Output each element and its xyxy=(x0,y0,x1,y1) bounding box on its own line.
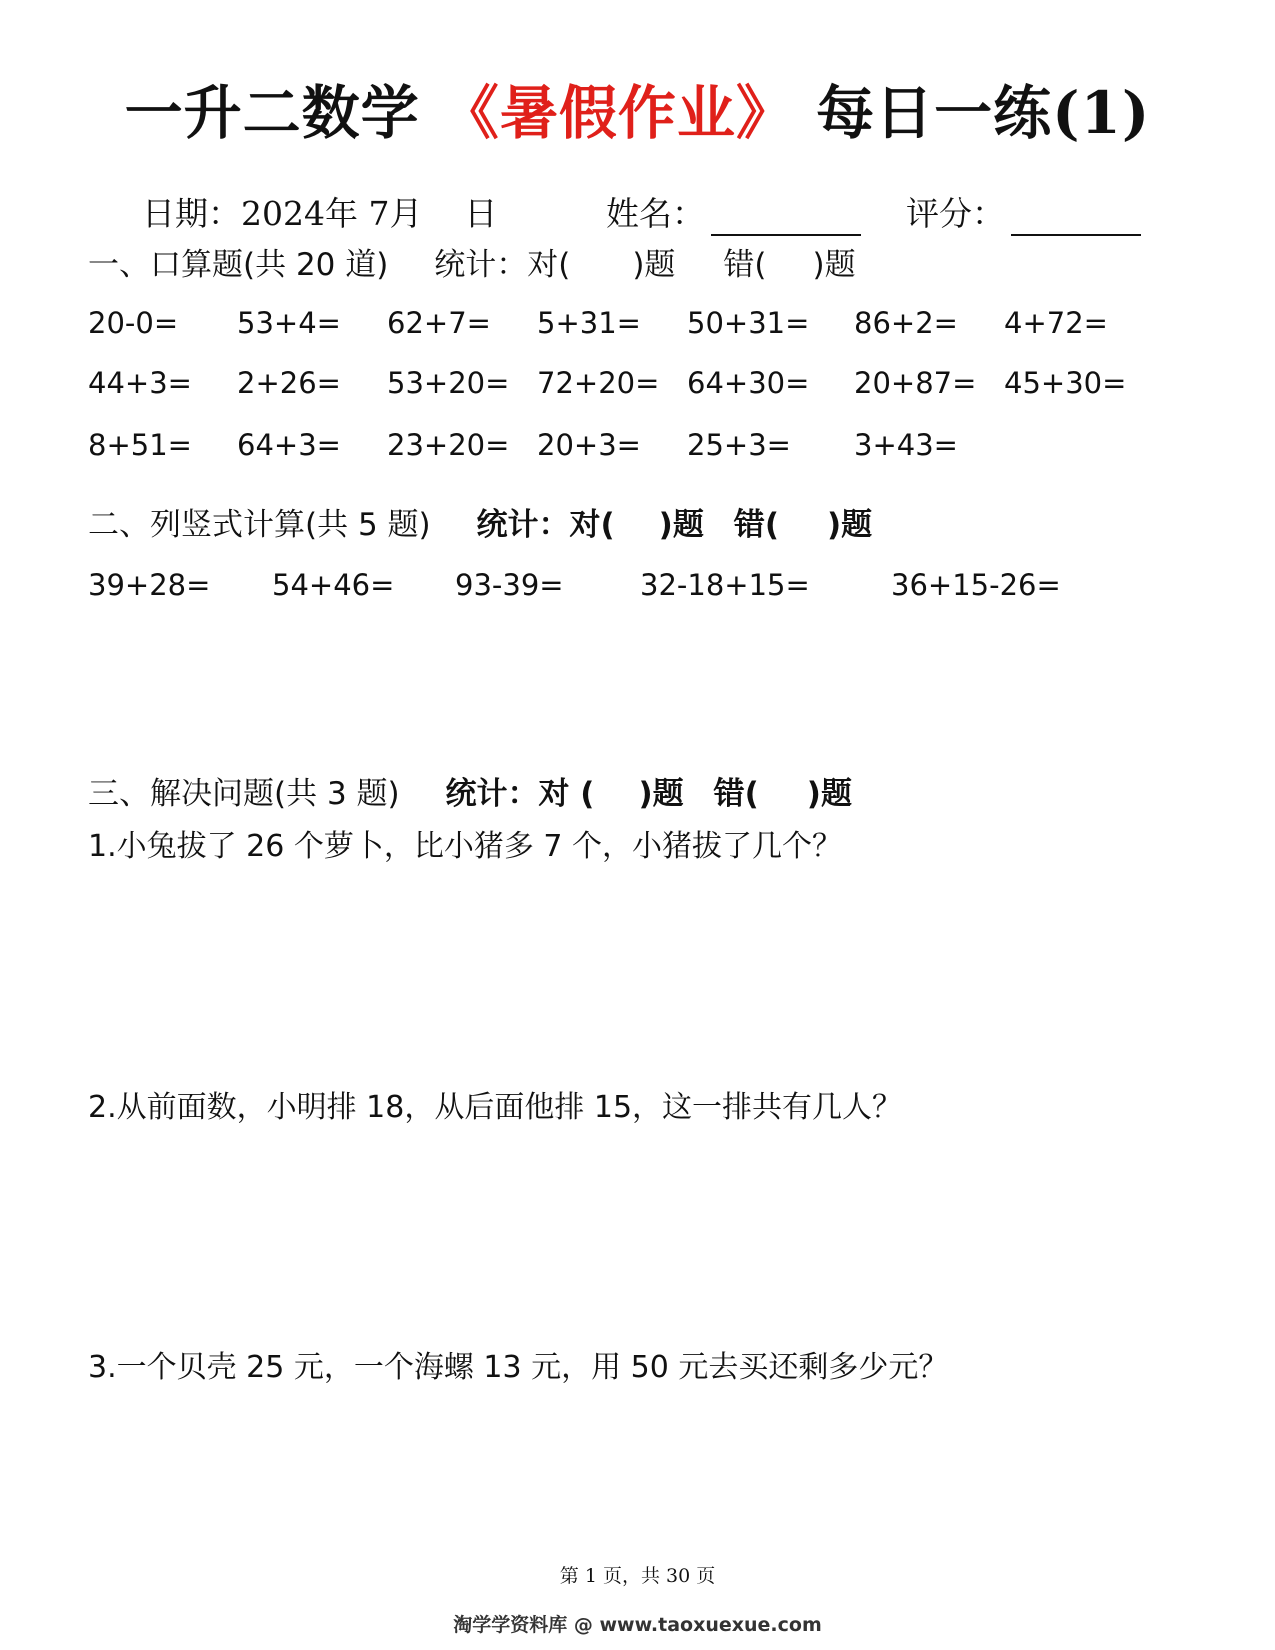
section-oral-calc-header xyxy=(88,244,856,286)
oral-problem: 23+20= xyxy=(387,428,510,462)
section-heading: 三、解决问题(共 3 题) xyxy=(88,776,400,812)
score-field xyxy=(906,192,1141,236)
name-blank[interactable] xyxy=(711,204,861,236)
oral-problem: 4+72= xyxy=(1004,306,1108,340)
oral-problem: 86+2= xyxy=(854,306,958,340)
section-stat: 统计：对( )题 错( )题 xyxy=(476,507,873,543)
oral-problem: 50+31= xyxy=(687,306,810,340)
word-problem-1: 1.小兔拔了 26 个萝卜，比小猪多 7 个，小猪拔了几个？ xyxy=(88,829,843,864)
oral-problem: 72+20= xyxy=(537,366,660,400)
section-word-problems-header xyxy=(88,773,852,815)
title-prefix: 一升二数学 xyxy=(124,79,420,147)
oral-problem: 64+30= xyxy=(687,366,810,400)
oral-problem: 44+3= xyxy=(88,366,192,400)
oral-problem: 20+87= xyxy=(854,366,977,400)
oral-problem: 25+3= xyxy=(687,428,791,462)
oral-problem: 20-0= xyxy=(88,306,179,340)
page-title xyxy=(0,78,1275,148)
section-stat: 统计：对( )题 错( )题 xyxy=(434,247,856,283)
word-problem-3: 3.一个贝壳 25 元，一个海螺 13 元，用 50 元去买还剩多少元？ xyxy=(88,1350,949,1385)
score-label: 评分： xyxy=(906,194,1005,233)
name-label: 姓名： xyxy=(606,194,705,233)
vertical-problem: 39+28= xyxy=(88,568,211,602)
oral-problem: 53+20= xyxy=(387,366,510,400)
oral-problem: 3+43= xyxy=(854,428,958,462)
oral-problem: 53+4= xyxy=(237,306,341,340)
section-heading: 一、口算题(共 20 道) xyxy=(88,247,389,283)
vertical-problem: 36+15-26= xyxy=(891,568,1061,602)
oral-problem: 62+7= xyxy=(387,306,491,340)
title-suffix: 每日一练(1) xyxy=(816,79,1151,147)
oral-problem: 45+30= xyxy=(1004,366,1127,400)
score-blank[interactable] xyxy=(1011,204,1141,236)
date-label: 日期：2024年 7月 日 xyxy=(142,194,498,233)
name-field xyxy=(606,192,861,236)
vertical-problem: 93-39= xyxy=(455,568,564,602)
date-field xyxy=(142,192,497,236)
section-heading: 二、列竖式计算(共 5 题) xyxy=(88,507,431,543)
page-number: 第 1 页，共 30 页 xyxy=(559,1565,716,1587)
title-highlight: 《暑假作业》 xyxy=(440,79,795,147)
oral-problem: 2+26= xyxy=(237,366,341,400)
vertical-problem: 54+46= xyxy=(272,568,395,602)
oral-problem: 8+51= xyxy=(88,428,192,462)
watermark-text: 淘学学资料库 @ www.taoxuexue.com xyxy=(453,1614,822,1636)
oral-problem: 5+31= xyxy=(537,306,641,340)
oral-problem: 20+3= xyxy=(537,428,641,462)
vertical-problem: 32-18+15= xyxy=(640,568,810,602)
oral-problem: 64+3= xyxy=(237,428,341,462)
section-stat: 统计：对 ( )题 错( )题 xyxy=(445,776,852,812)
section-vertical-calc-header xyxy=(88,504,872,546)
word-problem-2: 2.从前面数，小明排 18，从后面他排 15，这一排共有几人？ xyxy=(88,1090,903,1125)
